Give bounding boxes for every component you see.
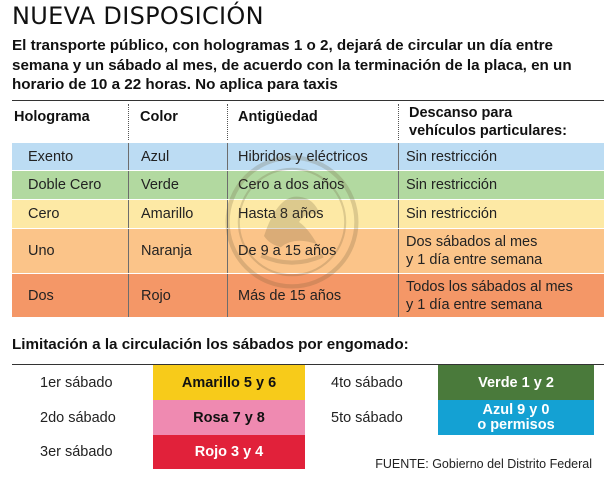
cell-antiguedad: Cero a dos años: [227, 171, 344, 199]
saturday-tag: [153, 435, 305, 469]
saturday-tag-line1: Rojo 3 y 4: [194, 444, 264, 460]
saturday-tag: [153, 365, 305, 400]
cell-descanso: [398, 274, 604, 317]
header-color: Color: [140, 109, 178, 125]
saturday-tag: [153, 400, 305, 435]
cell-descanso-line1: Sin restricción: [406, 177, 498, 193]
cell-holograma: Uno: [28, 243, 55, 259]
cell-descanso: [398, 171, 604, 199]
cell-antiguedad: De 9 a 15 años: [227, 229, 336, 273]
cell-antiguedad: Hibridos y eléctricos: [227, 143, 368, 170]
header-divider: [128, 104, 129, 140]
hologram-table: [12, 143, 604, 318]
saturday-tag-line1: Rosa 7 y 8: [193, 409, 265, 426]
cell-descanso: [398, 229, 604, 273]
table-row: [12, 200, 604, 229]
cell-holograma: Exento: [28, 148, 74, 165]
saturday-tag: [438, 365, 594, 400]
cell-antiguedad: Hasta 8 años: [227, 200, 323, 228]
cell-descanso-line1: Todos los sábados al mes: [406, 278, 573, 295]
cell-holograma: Dos: [28, 287, 54, 304]
cell-color: Verde: [128, 171, 179, 199]
saturday-label: 1er sábado: [40, 374, 113, 391]
header-descanso-line1: Descanso para: [409, 105, 513, 121]
header-divider: [227, 104, 228, 140]
table-row: [12, 274, 604, 318]
intro-paragraph: El transporte público, con hologramas 1 o 2, dejará de circular un día entre semana y un sábado al mes, de acuerdo con la terminación de la placa, en un horario de 10 a 22 horas. No aplica para taxis: [12, 37, 572, 93]
cell-descanso-line1: Sin restricción: [406, 206, 498, 222]
header-descanso-line2: vehículos particulares:: [409, 123, 567, 139]
saturday-tag: [438, 400, 594, 435]
table-row: [12, 229, 604, 274]
cell-color: Naranja: [128, 229, 192, 273]
saturday-label: 2do sábado: [40, 409, 116, 426]
saturday-label: 3er sábado: [40, 444, 113, 460]
saturday-tag-line1: Azul 9 y 0: [482, 401, 550, 418]
cell-color: Rojo: [128, 274, 171, 317]
cell-antiguedad: Más de 15 años: [227, 274, 341, 317]
saturday-tag-line1: Verde 1 y 2: [478, 374, 554, 391]
header-antiguedad: Antigüedad: [238, 109, 318, 125]
saturday-section-title: Limitación a la circulación los sábados por engomado:: [12, 336, 409, 353]
page-title: NUEVA DISPOSICIÓN: [12, 2, 264, 30]
saturday-grid: [12, 364, 604, 460]
header-descanso: [409, 104, 567, 140]
cell-descanso-line2: y 1 día entre semana: [406, 296, 543, 313]
saturday-tag-line1: Amarillo 5 y 6: [181, 374, 277, 391]
cell-descanso: [398, 200, 604, 228]
cell-holograma: Cero: [28, 206, 60, 222]
header-divider: [398, 104, 399, 140]
cell-descanso-line1: Dos sábados al mes: [406, 234, 538, 250]
cell-descanso-line1: Sin restricción: [406, 148, 498, 165]
saturday-tag-line2: o permisos: [477, 416, 555, 433]
saturday-label: 5to sábado: [331, 409, 403, 426]
cell-color: Amarillo: [128, 200, 193, 228]
cell-descanso: [398, 143, 604, 170]
cell-holograma: Doble Cero: [28, 177, 102, 193]
saturday-label: 4to sábado: [331, 374, 403, 391]
cell-descanso-line2: y 1 día entre semana: [406, 252, 543, 268]
header-holograma: Holograma: [14, 109, 90, 125]
cell-color: Azul: [128, 143, 169, 170]
source-credit: FUENTE: Gobierno del Distrito Federal: [375, 457, 592, 471]
table-row: [12, 143, 604, 171]
table-row: [12, 171, 604, 200]
table-top-rule: [12, 100, 604, 101]
